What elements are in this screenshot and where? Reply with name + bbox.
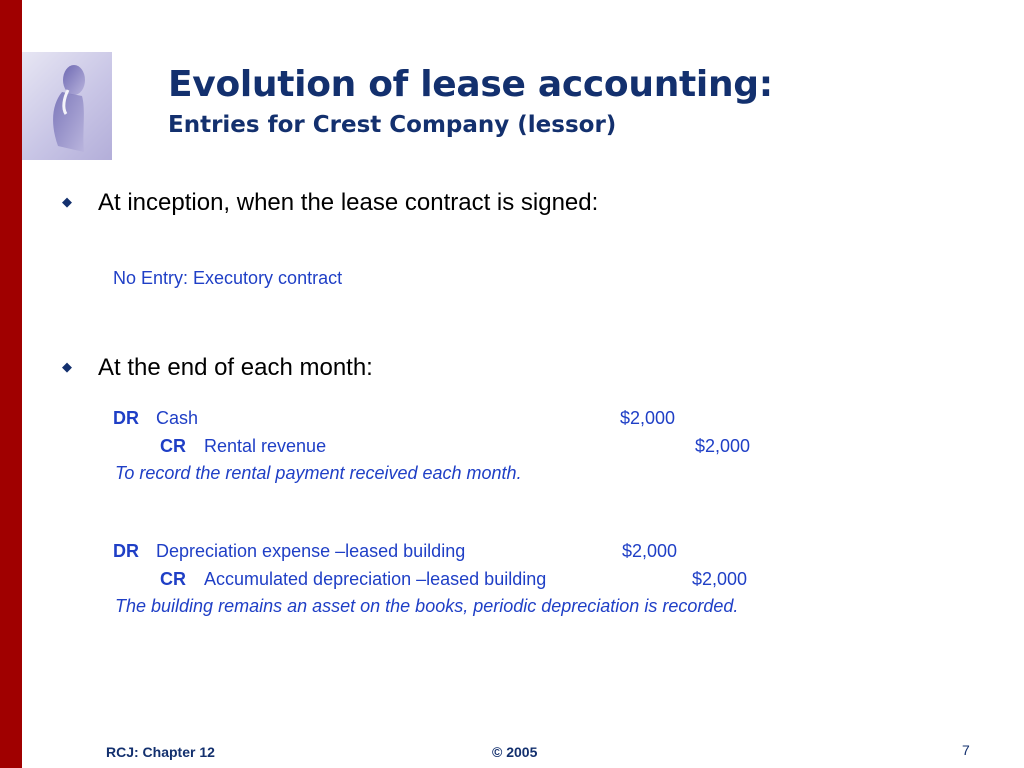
entry1-dr-account: Cash (156, 408, 199, 428)
diamond-bullet-icon: ◆ (62, 194, 72, 209)
bullet-text: At inception, when the lease contract is signed: (98, 189, 599, 216)
footer-chapter: RCJ: Chapter 12 (106, 744, 215, 760)
footer-copyright: © 2005 (492, 744, 538, 760)
entry2-dr-amount: $2,000 (622, 541, 678, 561)
side-accent-bar (0, 0, 22, 768)
entry2-cr-label: CR (160, 569, 186, 589)
entry1-dr-label: DR (113, 408, 139, 428)
page-number: 7 (962, 742, 970, 758)
silhouette-logo-icon (22, 52, 112, 160)
entry1-dr-amount: $2,000 (620, 408, 676, 428)
no-entry-text: No Entry: Executory contract (113, 268, 343, 288)
entry2-dr-label: DR (113, 541, 139, 561)
entry2-dr-account: Depreciation expense –leased building (156, 541, 466, 561)
entry1-cr-label: CR (160, 436, 186, 456)
entry1-cr-amount: $2,000 (695, 436, 751, 456)
entry2-cr-account: Accumulated depreciation –leased building (204, 569, 547, 589)
entry2-cr-amount: $2,000 (692, 569, 748, 589)
slide-subtitle: Entries for Crest Company (lessor) (168, 112, 617, 138)
slide-title: Evolution of lease accounting: (168, 64, 773, 105)
entry2-note: The building remains an asset on the books, periodic depreciation is recorded. (115, 596, 739, 616)
diamond-bullet-icon: ◆ (62, 359, 72, 374)
bullet-text: At the end of each month: (98, 354, 373, 381)
entry1-note: To record the rental payment received each month. (115, 463, 522, 483)
entry1-cr-account: Rental revenue (204, 436, 327, 456)
